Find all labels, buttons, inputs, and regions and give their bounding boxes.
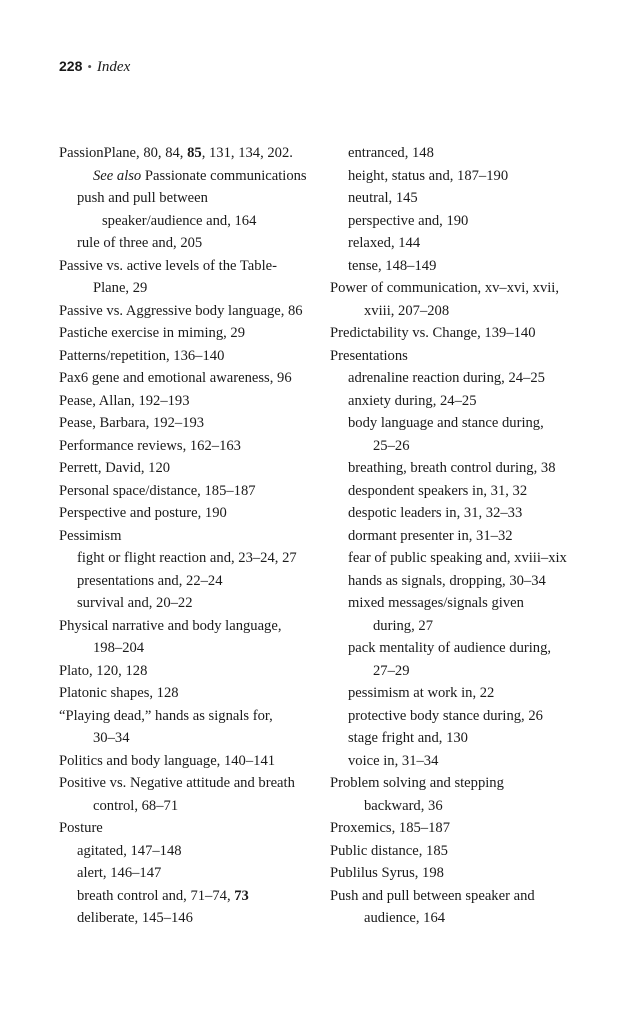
index-entry	[330, 300, 590, 323]
index-entry	[330, 682, 590, 705]
index-entry	[330, 705, 590, 728]
index-entry	[330, 502, 590, 525]
index-entry	[59, 435, 321, 458]
entry-text: protective body stance during, 26	[348, 707, 543, 724]
entry-text: voice in, 31–34	[348, 752, 439, 769]
index-entry	[330, 277, 590, 300]
entry-text: Public distance, 185	[330, 842, 448, 859]
index-entry	[59, 255, 321, 278]
index-entry	[330, 142, 590, 165]
entry-text: pessimism at work in, 22	[348, 685, 495, 701]
index-entry	[59, 412, 321, 435]
index-entry	[330, 322, 590, 345]
entry-text: despondent speakers in, 31, 32	[348, 482, 528, 499]
entry-text: height, status and, 187–190	[348, 167, 509, 184]
entry-text: backward, 36	[364, 797, 443, 814]
entry-text: Plato, 120, 128	[59, 662, 148, 679]
entry-text: Proxemics, 185–187	[330, 820, 450, 836]
index-column-left	[59, 142, 321, 930]
index-entry	[330, 390, 590, 413]
entry-text: 25–26	[373, 437, 410, 454]
entry-text: Plane, 29	[93, 280, 148, 296]
index-entry	[330, 187, 590, 210]
entry-text: audience, 164	[364, 910, 446, 926]
index-entry	[59, 817, 321, 840]
index-entry	[330, 525, 590, 548]
index-entry	[59, 727, 321, 750]
header-separator: •	[87, 59, 92, 74]
index-entry	[330, 165, 590, 188]
index-entry	[330, 750, 590, 773]
entry-text: Pastiche exercise in miming, 29	[59, 325, 246, 341]
index-entry	[59, 142, 321, 165]
index-entry	[59, 682, 321, 705]
index-entry	[330, 367, 590, 390]
index-entry	[59, 885, 321, 908]
index-entry	[59, 795, 321, 818]
entry-text: Passive vs. Aggressive body language, 86	[59, 302, 303, 319]
see-also-label: See also	[93, 167, 142, 184]
entry-text: Personal space/distance, 185–187	[59, 482, 256, 499]
entry-text: hands as signals, dropping, 30–34	[348, 572, 546, 589]
entry-text: fear of public speaking and, xviii–xix	[348, 550, 567, 566]
running-header	[59, 56, 130, 77]
index-entry	[59, 772, 321, 795]
entry-text: breathing, breath control during, 38	[348, 460, 556, 476]
index-entry	[59, 570, 321, 593]
index-entry	[330, 637, 590, 660]
entry-text: 27–29	[373, 662, 410, 679]
index-entry	[330, 660, 590, 683]
entry-text: pack mentality of audience during,	[348, 640, 552, 656]
index-entry	[59, 345, 321, 368]
index-entry	[330, 480, 590, 503]
entry-text: Positive vs. Negative attitude and breath	[59, 775, 295, 791]
index-entry	[59, 502, 321, 525]
entry-text: fight or flight reaction and, 23–24, 27	[77, 550, 297, 566]
entry-text: Pease, Allan, 192–193	[59, 392, 190, 409]
index-entry	[59, 187, 321, 210]
index-entry	[330, 817, 590, 840]
entry-text: speaker/audience and, 164	[102, 212, 257, 229]
index-entry	[330, 772, 590, 795]
page-number: 228	[59, 58, 83, 74]
index-entry	[330, 210, 590, 233]
entry-text: Problem solving and stepping	[330, 775, 504, 791]
index-entry	[330, 592, 590, 615]
entry-text: Perspective and posture, 190	[59, 505, 227, 521]
entry-text: control, 68–71	[93, 797, 179, 814]
index-entry	[59, 705, 321, 728]
entry-text: Performance reviews, 162–163	[59, 437, 241, 454]
entry-text: alert, 146–147	[77, 865, 162, 881]
index-entry	[59, 210, 321, 233]
index-entry	[59, 232, 321, 255]
index-entry	[59, 390, 321, 413]
index-entry	[59, 592, 321, 615]
entry-text: Power of communication, xv–xvi, xvii,	[330, 280, 560, 296]
entry-text: despotic leaders in, 31, 32–33	[348, 505, 523, 521]
index-entry	[59, 615, 321, 638]
entry-text: push and pull between	[77, 190, 208, 206]
index-entry	[59, 750, 321, 773]
index-entry	[330, 862, 590, 885]
index-entry	[59, 547, 321, 570]
index-entry	[330, 795, 590, 818]
index-entry	[59, 457, 321, 480]
entry-text: during, 27	[373, 617, 433, 634]
entry-text: Platonic shapes, 128	[59, 685, 179, 701]
entry-text: agitated, 147–148	[77, 842, 182, 859]
index-entry	[330, 412, 590, 435]
index-entry	[330, 232, 590, 255]
index-entry	[59, 480, 321, 503]
entry-text: Pax6 gene and emotional awareness, 96	[59, 370, 292, 386]
entry-text: Presentations	[330, 347, 408, 364]
entry-text: stage fright and, 130	[348, 730, 468, 746]
entry-text: Perrett, David, 120	[59, 460, 171, 476]
entry-text: Passionate communications	[141, 167, 307, 184]
index-entry	[330, 570, 590, 593]
entry-text: mixed messages/signals given	[348, 595, 524, 611]
index-entry	[330, 547, 590, 570]
entry-text: Passive vs. active levels of the Table-	[59, 257, 277, 274]
entry-text: dormant presenter in, 31–32	[348, 527, 513, 544]
entry-text: “Playing dead,” hands as signals for,	[59, 707, 273, 724]
entry-text: neutral, 145	[348, 190, 418, 206]
index-entry	[330, 885, 590, 908]
entry-text: presentations and, 22–24	[77, 572, 223, 589]
entry-text: relaxed, 144	[348, 235, 421, 251]
index-column-right	[330, 142, 590, 930]
index-entry	[330, 727, 590, 750]
index-entry	[59, 637, 321, 660]
entry-text: PassionPlane, 80, 84,	[59, 145, 188, 161]
index-entry	[330, 457, 590, 480]
entry-text: Patterns/repetition, 136–140	[59, 347, 225, 364]
entry-text: Physical narrative and body language,	[59, 617, 282, 634]
index-entry	[59, 862, 321, 885]
entry-text: body language and stance during,	[348, 415, 544, 431]
index-entry	[59, 525, 321, 548]
entry-text: survival and, 20–22	[77, 595, 193, 611]
index-entry	[330, 840, 590, 863]
entry-text: Posture	[59, 820, 103, 836]
bold-page-ref: 85	[187, 145, 202, 161]
index-entry	[59, 277, 321, 300]
index-entry	[330, 615, 590, 638]
entry-text: Politics and body language, 140–141	[59, 752, 276, 769]
entry-text: adrenaline reaction during, 24–25	[348, 370, 545, 386]
bold-page-ref: 73	[234, 887, 249, 904]
entry-text: Push and pull between speaker and	[330, 887, 535, 904]
entry-text: 30–34	[93, 730, 130, 746]
index-entry	[59, 367, 321, 390]
index-entry	[59, 840, 321, 863]
entry-text: Pessimism	[59, 527, 122, 544]
entry-text: tense, 148–149	[348, 257, 437, 274]
entry-text: breath control and, 71–74,	[77, 887, 235, 904]
index-entry	[59, 660, 321, 683]
entry-text: Predictability vs. Change, 139–140	[330, 325, 536, 341]
index-entry	[330, 435, 590, 458]
index-entry	[59, 300, 321, 323]
entry-text: 198–204	[93, 640, 145, 656]
index-entry	[59, 907, 321, 930]
index-entry	[330, 255, 590, 278]
entry-text: perspective and, 190	[348, 212, 469, 229]
index-entry	[59, 322, 321, 345]
entry-text: entranced, 148	[348, 145, 434, 161]
entry-text-rest: , 131, 134, 202.	[201, 145, 293, 161]
entry-text: anxiety during, 24–25	[348, 392, 477, 409]
entry-text: rule of three and, 205	[77, 235, 203, 251]
entry-text: Pease, Barbara, 192–193	[59, 415, 205, 431]
index-entry	[59, 165, 321, 188]
section-title: Index	[96, 59, 131, 75]
entry-text: deliberate, 145–146	[77, 910, 193, 926]
index-entry	[330, 345, 590, 368]
entry-text: xviii, 207–208	[364, 302, 450, 319]
index-entry	[330, 907, 590, 930]
entry-text: Publilus Syrus, 198	[330, 865, 444, 881]
